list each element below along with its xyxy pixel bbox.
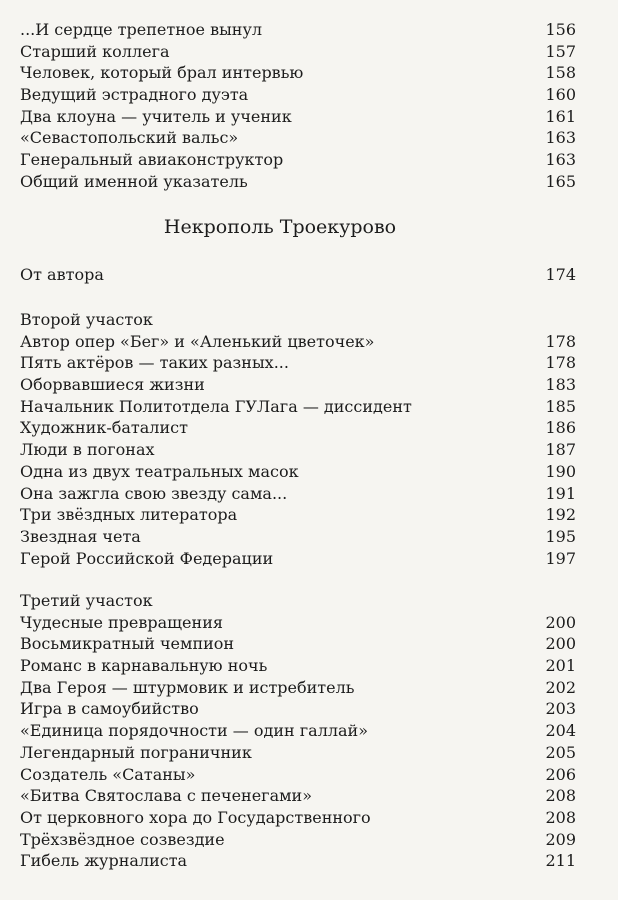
- entry-page: 165: [545, 171, 576, 191]
- toc-entry: [20, 374, 576, 396]
- entry-page: 178: [545, 331, 576, 351]
- entry-page: 203: [545, 699, 576, 719]
- entry-page: 186: [545, 418, 576, 438]
- toc-entry: [20, 149, 576, 171]
- entry-title: Два клоуна — учитель и ученик: [20, 106, 292, 126]
- entry-title: Человек, который брал интервью: [20, 63, 304, 83]
- entry-title: «Единица порядочности — один галлай»: [20, 721, 369, 741]
- entry-title: От автора: [20, 265, 104, 284]
- section-label: Третий участок: [20, 591, 153, 610]
- toc-entry: [20, 764, 576, 786]
- toc-entry: [20, 106, 576, 128]
- entry-title: Ведущий эстрадного дуэта: [20, 85, 249, 105]
- toc-entry: [20, 504, 576, 526]
- toc-entry: [20, 785, 576, 807]
- entry-page: 185: [545, 396, 576, 416]
- entry-title: ...И сердце трепетное вынул: [20, 20, 263, 39]
- entry-title: Художник-баталист: [20, 418, 188, 438]
- entry-title: Начальник Политотдела ГУЛага — диссидент: [20, 396, 412, 416]
- entry-title: Оборвавшиеся жизни: [20, 375, 205, 395]
- toc-entry: [20, 19, 576, 41]
- entry-page: 157: [545, 41, 576, 61]
- entry-title: Герой Российской Федерации: [20, 548, 274, 568]
- entry-title: Три звёздных литератора: [20, 505, 238, 525]
- toc-entry: [20, 171, 576, 193]
- toc-entry: [20, 417, 576, 439]
- entry-title: Чудесные превращения: [20, 612, 223, 632]
- entry-page: 208: [545, 807, 576, 827]
- entry-title: Гибель журналиста: [20, 851, 188, 871]
- entry-title: Романс в карнавальную ночь: [20, 656, 268, 676]
- entry-title: Восьмикратный чемпион: [20, 634, 235, 654]
- entry-page: 156: [545, 20, 576, 39]
- entry-title: Игра в самоубийство: [20, 699, 199, 719]
- entry-page: 174: [545, 265, 576, 284]
- entry-title: Автор опер «Бег» и «Аленький цветочек»: [20, 331, 375, 351]
- entry-page: 163: [545, 150, 576, 170]
- toc-entry: [20, 698, 576, 720]
- toc-entry: [20, 742, 576, 764]
- entry-page: 161: [545, 106, 576, 126]
- entry-page: 200: [545, 612, 576, 632]
- toc-second-section: [20, 309, 576, 569]
- entry-page: 201: [545, 656, 576, 676]
- toc-entry: [20, 677, 576, 699]
- toc-intro-block: [20, 264, 576, 286]
- entry-title: Общий именной указатель: [20, 171, 248, 191]
- toc-entry: [20, 548, 576, 570]
- toc-entry: [20, 655, 576, 677]
- entry-page: 163: [545, 128, 576, 148]
- entry-page: 208: [545, 786, 576, 806]
- toc-entry: [20, 62, 576, 84]
- entry-page: 160: [545, 85, 576, 105]
- entry-page: 202: [545, 677, 576, 697]
- entry-page: 158: [545, 63, 576, 83]
- entry-title: Одна из двух театральных масок: [20, 461, 299, 481]
- toc-entry: [20, 352, 576, 374]
- entry-page: 204: [545, 721, 576, 741]
- toc-entry: [20, 439, 576, 461]
- toc-entry: [20, 264, 576, 286]
- entry-title: Люди в погонах: [20, 440, 155, 460]
- toc-entry: [20, 526, 576, 548]
- entry-page: 197: [545, 548, 576, 568]
- entry-page: 178: [545, 353, 576, 373]
- toc-top-block: [20, 19, 576, 193]
- entry-title: Старший коллега: [20, 41, 170, 61]
- toc-entry: [20, 331, 576, 353]
- entry-title: Трёхзвёздное созвездие: [20, 829, 225, 849]
- toc-entry: [20, 633, 576, 655]
- entry-title: Она зажгла свою звезду сама...: [20, 483, 288, 503]
- entry-page: 191: [545, 483, 576, 503]
- toc-entry: [20, 396, 576, 418]
- entry-title: От церковного хора до Государственного: [20, 807, 371, 827]
- toc-entry: [20, 127, 576, 149]
- entry-title: Создатель «Сатаны»: [20, 764, 196, 784]
- entry-page: 209: [545, 829, 576, 849]
- entry-page: 205: [545, 742, 576, 762]
- entry-title: Пять актёров — таких разных...: [20, 353, 289, 373]
- entry-page: 190: [545, 461, 576, 481]
- entry-title: «Севастопольский вальс»: [20, 128, 239, 148]
- entry-title: «Битва Святослава с печенегами»: [20, 786, 312, 806]
- section-heading: Некрополь Троекурово: [163, 216, 397, 238]
- entry-page: 211: [545, 851, 576, 871]
- entry-page: 187: [545, 440, 576, 460]
- toc-entry: [20, 829, 576, 851]
- entry-page: 206: [545, 764, 576, 784]
- toc-entry: [20, 84, 576, 106]
- entry-page: 200: [545, 634, 576, 654]
- toc-entry: [20, 612, 576, 634]
- toc-entry: [20, 461, 576, 483]
- entry-title: Два Героя — штурмовик и истребитель: [20, 677, 355, 697]
- toc-third-section: [20, 590, 576, 872]
- toc-entry: [20, 483, 576, 505]
- section-label: Второй участок: [20, 310, 153, 329]
- entry-page: 192: [545, 505, 576, 525]
- entry-page: 195: [545, 526, 576, 546]
- toc-entry: [20, 850, 576, 872]
- toc-entry: [20, 41, 576, 63]
- entry-title: Генеральный авиаконструктор: [20, 150, 284, 170]
- entry-title: Звездная чета: [20, 526, 141, 546]
- entry-title: Легендарный пограничник: [20, 742, 252, 762]
- toc-entry: [20, 807, 576, 829]
- toc-entry: [20, 720, 576, 742]
- entry-page: 183: [545, 375, 576, 395]
